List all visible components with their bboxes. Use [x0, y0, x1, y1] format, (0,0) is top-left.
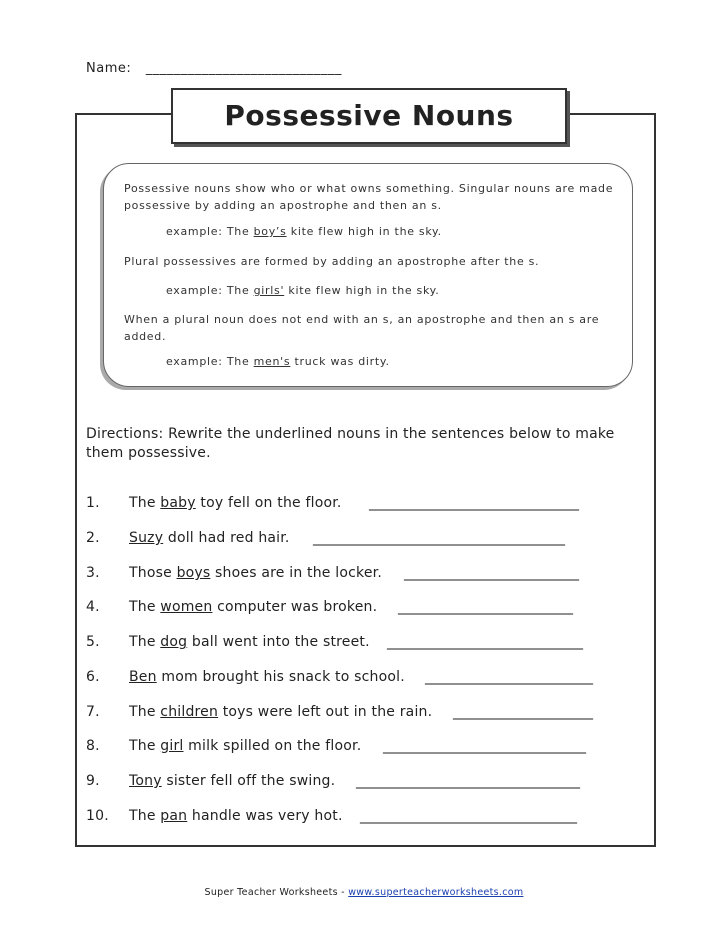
underlined-noun: children: [160, 704, 219, 720]
underlined-noun: baby: [160, 495, 196, 511]
question-sentence: The baby toy fell on the floor.: [129, 495, 342, 511]
underlined-noun: Ben: [129, 669, 157, 685]
question-number: 9.: [86, 773, 100, 789]
name-label: Name:: [86, 61, 132, 76]
question-sentence: The pan handle was very hot.: [129, 808, 343, 824]
example-3-noun: men's: [253, 355, 291, 368]
name-blank[interactable]: ____________________________: [145, 61, 342, 76]
question-sentence: Ben mom brought his snack to school.: [129, 669, 405, 685]
info-para-1: [124, 180, 613, 214]
underlined-noun: dog: [160, 634, 188, 650]
question-number: 5.: [86, 634, 100, 650]
question-number: 7.: [86, 704, 100, 720]
example-2: example: The girls' kite flew high in the sky.: [166, 284, 440, 297]
info-para-2: Plural possessives are formed by adding an apostrophe after the s.: [124, 255, 540, 268]
question-sentence: The girl milk spilled on the floor.: [129, 738, 362, 754]
underlined-noun: women: [160, 599, 213, 615]
title-box: [171, 88, 567, 144]
question-number: 2.: [86, 530, 100, 546]
underlined-noun: pan: [160, 808, 188, 824]
name-row: [86, 61, 342, 76]
answer-blank[interactable]: ______________________________: [369, 495, 579, 511]
answer-blank[interactable]: _________________________: [404, 565, 579, 581]
example-1-noun: boy’s: [253, 225, 287, 238]
question-number: 10.: [86, 808, 109, 824]
directions-line-1: Directions: Rewrite the underlined nouns in the sentences below to make: [86, 426, 615, 442]
underlined-noun: boys: [176, 565, 211, 581]
footer-text: Super Teacher Worksheets -: [204, 887, 349, 898]
answer-blank[interactable]: ____________________: [453, 704, 593, 720]
info-para-1-line-2: possessive by adding an apostrophe and then an s.: [124, 199, 442, 212]
answer-blank[interactable]: _____________________________: [383, 738, 586, 754]
info-box: [103, 163, 633, 387]
example-2-noun: girls': [253, 284, 285, 297]
answer-blank[interactable]: ________________________________: [356, 773, 580, 789]
question-sentence: The dog ball went into the street.: [129, 634, 370, 650]
example-1: example: The boy’s kite flew high in the sky.: [166, 225, 442, 238]
question-sentence: Suzy doll had red hair.: [129, 530, 290, 546]
answer-blank[interactable]: ____________________________: [387, 634, 583, 650]
answer-blank[interactable]: ____________________________________: [313, 530, 565, 546]
question-number: 3.: [86, 565, 100, 581]
example-3: example: The men's truck was dirty.: [166, 355, 390, 368]
question-sentence: The women computer was broken.: [129, 599, 378, 615]
question-number: 1.: [86, 495, 100, 511]
footer-link[interactable]: www.superteacherworksheets.com: [348, 887, 524, 898]
info-para-3-line-2: added.: [124, 330, 167, 343]
footer: [0, 887, 728, 898]
underlined-noun: Suzy: [129, 530, 164, 546]
info-para-3: [124, 311, 599, 345]
answer-blank[interactable]: _______________________________: [360, 808, 577, 824]
answer-blank[interactable]: ________________________: [425, 669, 593, 685]
answer-blank[interactable]: _________________________: [398, 599, 573, 615]
info-para-3-line-1: When a plural noun does not end with an s, an apostrophe and then an s are: [124, 313, 600, 326]
info-para-1-line-1: Possessive nouns show who or what owns something. Singular nouns are made: [124, 182, 614, 195]
underlined-noun: girl: [160, 738, 184, 754]
underlined-noun: Tony: [129, 773, 162, 789]
question-sentence: The children toys were left out in the rain.: [129, 704, 433, 720]
directions: [86, 425, 614, 463]
question-sentence: Those boys shoes are in the locker.: [129, 565, 382, 581]
question-sentence: Tony sister fell off the swing.: [129, 773, 336, 789]
page-title: Possessive Nouns: [224, 99, 514, 132]
question-number: 8.: [86, 738, 100, 754]
directions-line-2: them possessive.: [86, 445, 211, 461]
question-number: 4.: [86, 599, 100, 615]
question-number: 6.: [86, 669, 100, 685]
